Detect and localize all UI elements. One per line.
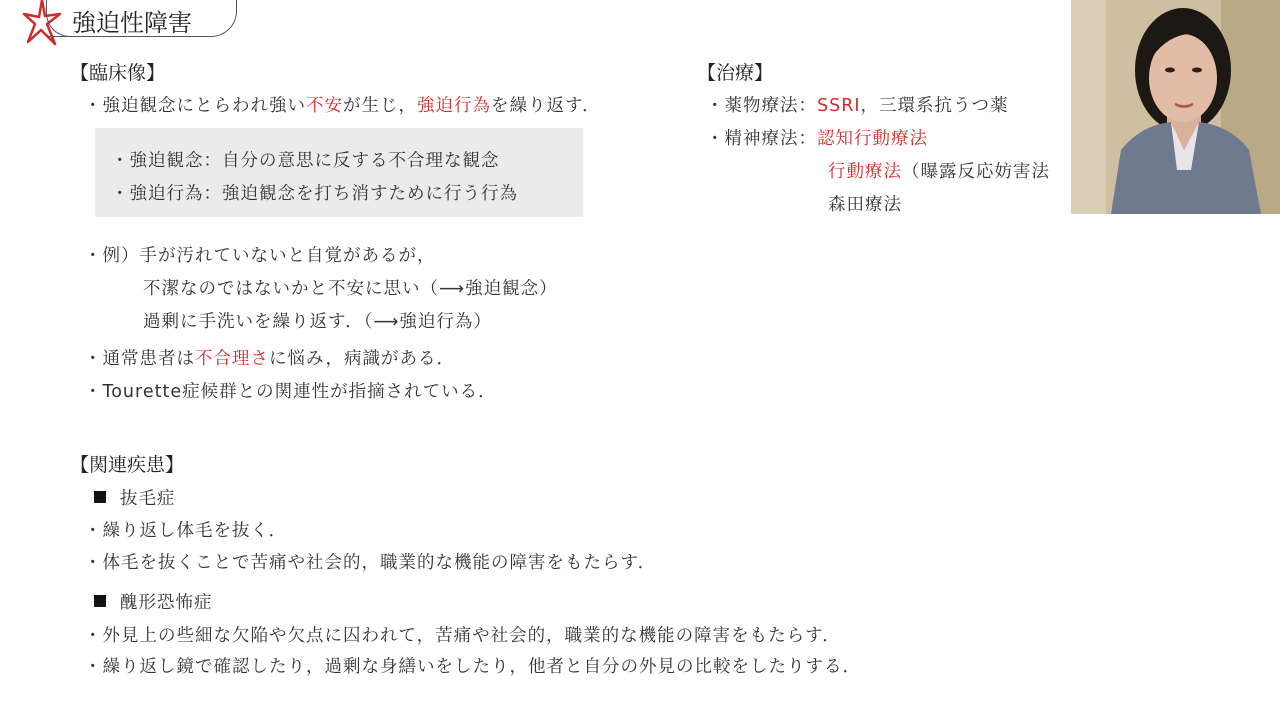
presenter-avatar (1071, 0, 1280, 214)
treatment-behavior: 行動療法（曝露反応妨害法 (828, 162, 1050, 182)
related-d1-title: 抜毛症 (94, 485, 176, 510)
treatment-psycho: ・精神療法：認知行動療法 (706, 129, 928, 149)
related-d2-line-1: ・外見上の些細な欠陥や欠点に囚われて，苦痛や社会的，職業的な機能の障害をもたらす． (84, 626, 841, 646)
clinical-line-3: ・Tourette症候群との関連性が指摘されている． (84, 382, 497, 402)
treatment-morita: 森田療法 (828, 195, 902, 215)
related-d1-line-1: ・繰り返し体毛を抜く． (84, 521, 288, 541)
definition-obsession: ・強迫観念：自分の意思に反する不合理な観念 (111, 151, 500, 171)
related-d2-title: 醜形恐怖症 (94, 589, 213, 614)
clinical-line-1: ・強迫観念にとらわれ強い不安が生じ，強迫行為を繰り返す． (84, 96, 601, 116)
treatment-heading: 【治療】 (697, 62, 774, 84)
presenter-video (1071, 0, 1280, 214)
clinical-heading: 【臨床像】 (70, 62, 166, 84)
page-title: 強迫性障害 (72, 9, 192, 37)
square-bullet-icon (94, 595, 106, 607)
related-d2-line-2: ・繰り返し鏡で確認したり，過剰な身繕いをしたり，他者と自分の外見の比較をしたりする． (84, 657, 861, 677)
example-line-2: 不潔なのではないかと不安に思い（⟶強迫観念） (143, 279, 558, 299)
example-line-3: 過剰に手洗いを繰り返す．（⟶強迫行為） (143, 312, 492, 332)
definition-compulsion: ・強迫行為：強迫観念を打ち消すために行う行為 (111, 184, 518, 204)
clinical-line-2: ・通常患者は不合理さに悩み，病識がある． (84, 349, 456, 369)
related-d1-line-2: ・体毛を抜くことで苦痛や社会的，職業的な機能の障害をもたらす． (84, 553, 657, 573)
example-line-1: ・例）手が汚れていないと自覚があるが， (84, 246, 436, 266)
related-heading: 【関連疾患】 (70, 454, 185, 476)
square-bullet-icon (94, 491, 106, 503)
treatment-drug: ・薬物療法：SSRI，三環系抗うつ薬 (706, 96, 1009, 116)
